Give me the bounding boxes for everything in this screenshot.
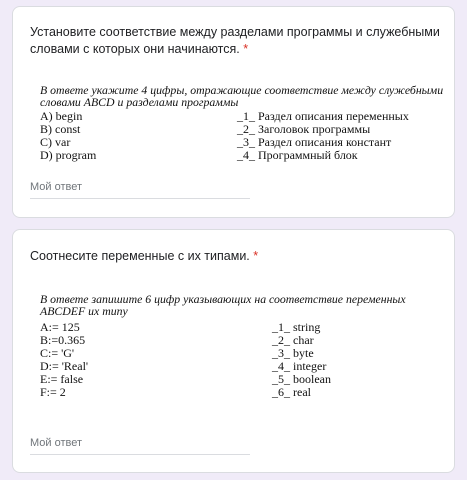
row-left: C) var xyxy=(40,135,71,149)
required-asterisk: * xyxy=(253,249,259,263)
row-right: _5_ boolean xyxy=(272,372,331,386)
question-text: Соотнесите переменные с их типами. xyxy=(30,249,250,263)
match-row xyxy=(40,360,446,373)
row-right: _3_ Раздел описания констант xyxy=(237,135,392,149)
row-left: A) begin xyxy=(40,109,83,123)
row-left: D:= 'Real' xyxy=(40,359,89,373)
question-text: Установите соответствие между разделами программы и служебными словами с которых они начинаются. xyxy=(30,25,440,56)
question-card-2 xyxy=(12,229,455,473)
row-left: E:= false xyxy=(40,372,84,386)
match-row xyxy=(40,334,446,347)
match-row xyxy=(40,347,446,360)
row-right: _1_ Раздел описания переменных xyxy=(237,109,409,123)
row-right: _6_ real xyxy=(272,385,311,399)
row-left: C:= 'G' xyxy=(40,346,75,360)
row-left: F:= 2 xyxy=(40,385,66,399)
row-left: B) const xyxy=(40,122,81,136)
instruction-line-2: ABCDEF их типу xyxy=(40,304,128,318)
row-right: _1_ string xyxy=(272,320,321,334)
row-right: _4_ integer xyxy=(272,359,327,373)
row-left: B:=0.365 xyxy=(40,333,86,347)
match-row xyxy=(40,386,446,399)
question-card-1 xyxy=(12,6,455,218)
row-left: D) program xyxy=(40,148,97,162)
row-right: _3_ byte xyxy=(272,346,314,360)
match-row xyxy=(40,149,446,162)
instruction-line-2: словами ABCD и разделами программы xyxy=(40,95,239,109)
instruction-line-1: В ответе запишите 6 цифр указывающих на соответствие переменных xyxy=(40,292,406,306)
question-image xyxy=(40,293,446,413)
question-image xyxy=(40,84,446,168)
question-title xyxy=(30,24,440,58)
row-left: A:= 125 xyxy=(40,320,80,334)
answer-input[interactable]: Мой ответ xyxy=(30,437,250,455)
instruction-line-1: В ответе укажите 4 цифры, отражающие соответствие между служебными xyxy=(40,83,444,97)
row-right: _4_ Программный блок xyxy=(237,148,358,162)
row-right: _2_ Заголовок программы xyxy=(237,122,371,136)
match-row xyxy=(40,321,446,334)
row-right: _2_ char xyxy=(272,333,314,347)
answer-input[interactable]: Мой ответ xyxy=(30,181,250,199)
match-row xyxy=(40,373,446,386)
required-asterisk: * xyxy=(243,42,249,56)
question-title xyxy=(30,248,440,265)
